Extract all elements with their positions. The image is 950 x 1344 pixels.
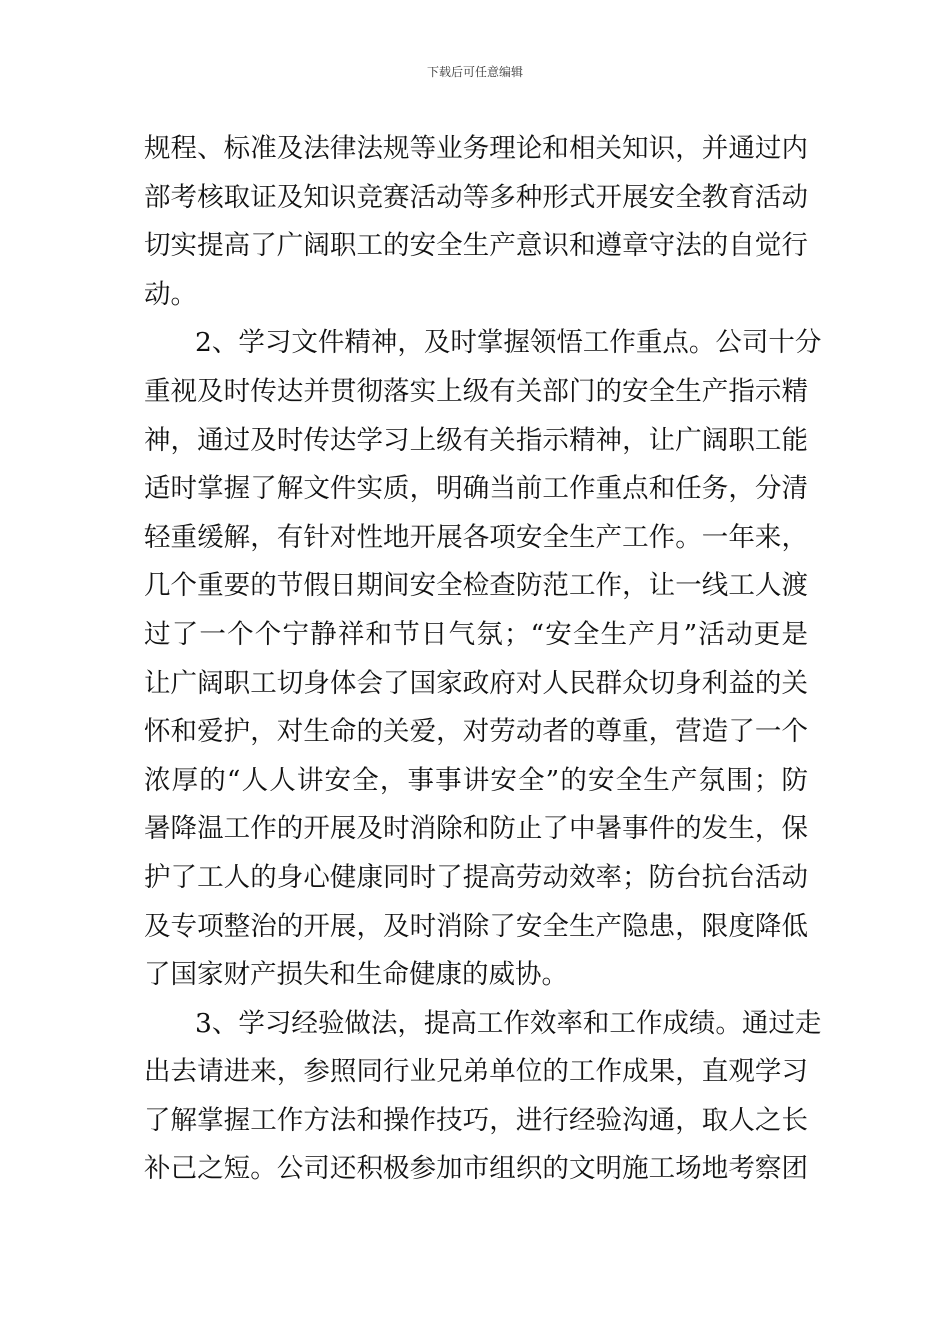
paragraph-start-line: 2、学习文件精神，及时掌握领悟工作重点。公司十分: [195, 327, 822, 359]
text-line: 出去请进来，参照同行业兄弟单位的工作成果，直观学习: [144, 1056, 808, 1088]
text-line: 了解掌握工作方法和操作技巧，进行经验沟通，取人之长: [144, 1104, 808, 1136]
text-line: 神，通过及时传达学习上级有关指示精神，让广阔职工能: [144, 424, 808, 456]
text-line: 规程、标准及法律法规等业务理论和相关知识，并通过内: [144, 133, 808, 164]
text-line: 暑降温工作的开展及时消除和防止了中暑事件的发生，保: [144, 813, 808, 845]
text-line: 切实提高了广阔职工的安全生产意识和遵章守法的自觉行: [144, 230, 808, 262]
text-line: 轻重缓解，有针对性地开展各项安全生产工作。一年来，: [144, 521, 808, 553]
page-header: 下载后可任意编辑: [426, 65, 523, 79]
text-line: 过了一个个宁静祥和节日气氛；“安全生产月”活动更是: [144, 618, 808, 650]
text-line: 补己之短。公司还积极参加市组织的文明施工场地考察团: [144, 1153, 808, 1185]
text-line: 部考核取证及知识竞赛活动等多种形式开展安全教育活动: [144, 181, 808, 213]
text-line: 了国家财产损失和生命健康的威协。: [144, 959, 568, 991]
paragraph-start-line: 3、学习经验做法，提高工作效率和工作成绩。通过走: [195, 1007, 822, 1039]
text-line: 几个重要的节假日期间安全检查防范工作，让一线工人渡: [144, 570, 808, 602]
document-body: [144, 125, 822, 1194]
text-line: 及专项整治的开展，及时消除了安全生产隐患，限度降低: [144, 910, 808, 942]
text-line: 重视及时传达并贯彻落实上级有关部门的安全生产指示精: [144, 375, 808, 407]
text-line: 浓厚的“人人讲安全，事事讲安全”的安全生产氛围；防: [144, 764, 808, 796]
text-line: 护了工人的身心健康同时了提高劳动效率；防台抗台活动: [144, 861, 808, 893]
text-line: 让广阔职工切身体会了国家政府对人民群众切身利益的关: [144, 667, 808, 699]
text-line: 适时掌握了解文件实质，明确当前工作重点和任务，分清: [144, 473, 808, 505]
text-line: 动。: [144, 278, 197, 310]
text-line: 怀和爱护，对生命的关爱，对劳动者的尊重，营造了一个: [144, 716, 808, 748]
